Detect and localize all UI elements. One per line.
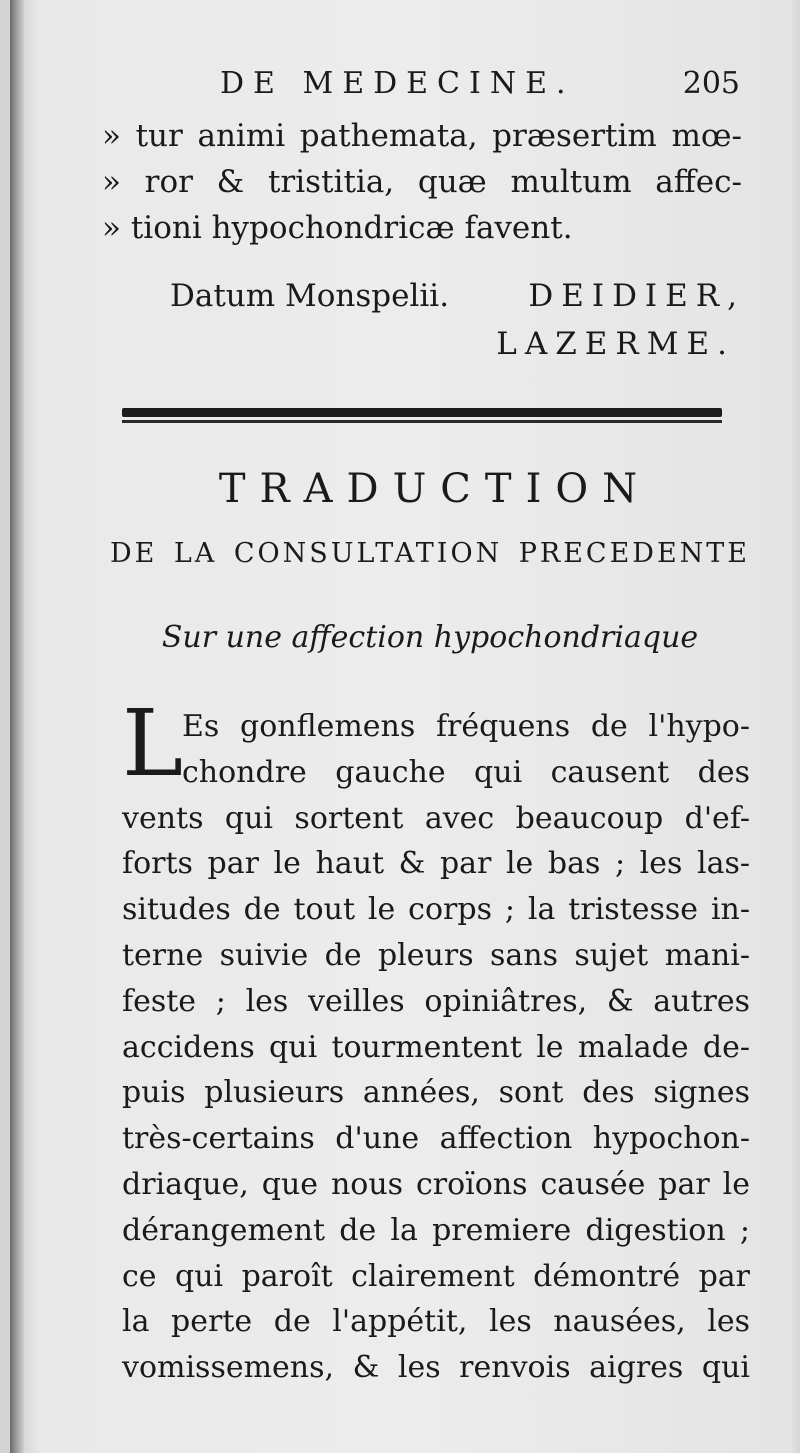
rule-thick-line xyxy=(122,408,722,417)
page-number: 205 xyxy=(682,66,740,101)
dated-place: Datum Monspelii. xyxy=(170,278,450,314)
latin-text-block xyxy=(102,113,742,251)
body-line: forts par le haut & par le bas ; les las- xyxy=(122,846,750,882)
book-spine-shadow xyxy=(10,0,24,1453)
section-subtitle: DE LA CONSULTATION PRECEDENTE xyxy=(110,538,750,569)
body-line: situdes de tout le corps ; la tristesse in- xyxy=(122,892,750,928)
signatory-lazerme: LAZERME. xyxy=(496,326,735,362)
page-header xyxy=(220,66,740,110)
body-line: dérangement de la premiere digestion ; xyxy=(122,1212,750,1248)
latin-line: » tioni hypochondricæ favent. xyxy=(102,210,573,246)
body-line: driaque, que nous croïons causée par le xyxy=(122,1166,750,1202)
body-line: vomissemens, & les renvois aigres qui xyxy=(122,1350,750,1386)
latin-line: » tur animi pathemata, præsertim mœ- xyxy=(102,118,742,154)
book-page xyxy=(10,0,800,1453)
section-sub-subtitle: Sur une affection hypochondriaque xyxy=(161,620,699,655)
rule-thin-line xyxy=(122,420,722,423)
signatory-deidier: DEIDIER, xyxy=(528,278,745,314)
section-title: TRADUCTION xyxy=(218,466,652,512)
body-line: puis plusieurs années, sont des signes xyxy=(122,1075,750,1111)
signature-line xyxy=(170,278,745,324)
body-line: ce qui paroît clairement démontré par xyxy=(122,1258,750,1294)
section-divider-rule xyxy=(122,408,722,424)
drop-cap: L xyxy=(122,690,184,797)
body-line: feste ; les veilles opiniâtres, & autres xyxy=(122,983,750,1019)
body-line: terne suivie de pleurs sans sujet mani- xyxy=(122,937,750,973)
body-line: vents qui sortent avec beaucoup d'ef- xyxy=(122,800,750,836)
latin-line: » ror & tristitia, quæ multum affec- xyxy=(102,164,742,200)
body-text-block xyxy=(122,690,750,1391)
body-line: Es gonflemens fréquens de l'hypo- xyxy=(182,709,750,744)
body-line: chondre gauche qui causent des xyxy=(182,754,750,790)
body-line: la perte de l'appétit, les nausées, les xyxy=(122,1304,750,1340)
body-line: accidens qui tourmentent le malade de- xyxy=(122,1029,750,1065)
body-line: très-certains d'une affection hypochon- xyxy=(122,1121,750,1157)
running-head: DE MEDECINE. xyxy=(220,66,575,101)
